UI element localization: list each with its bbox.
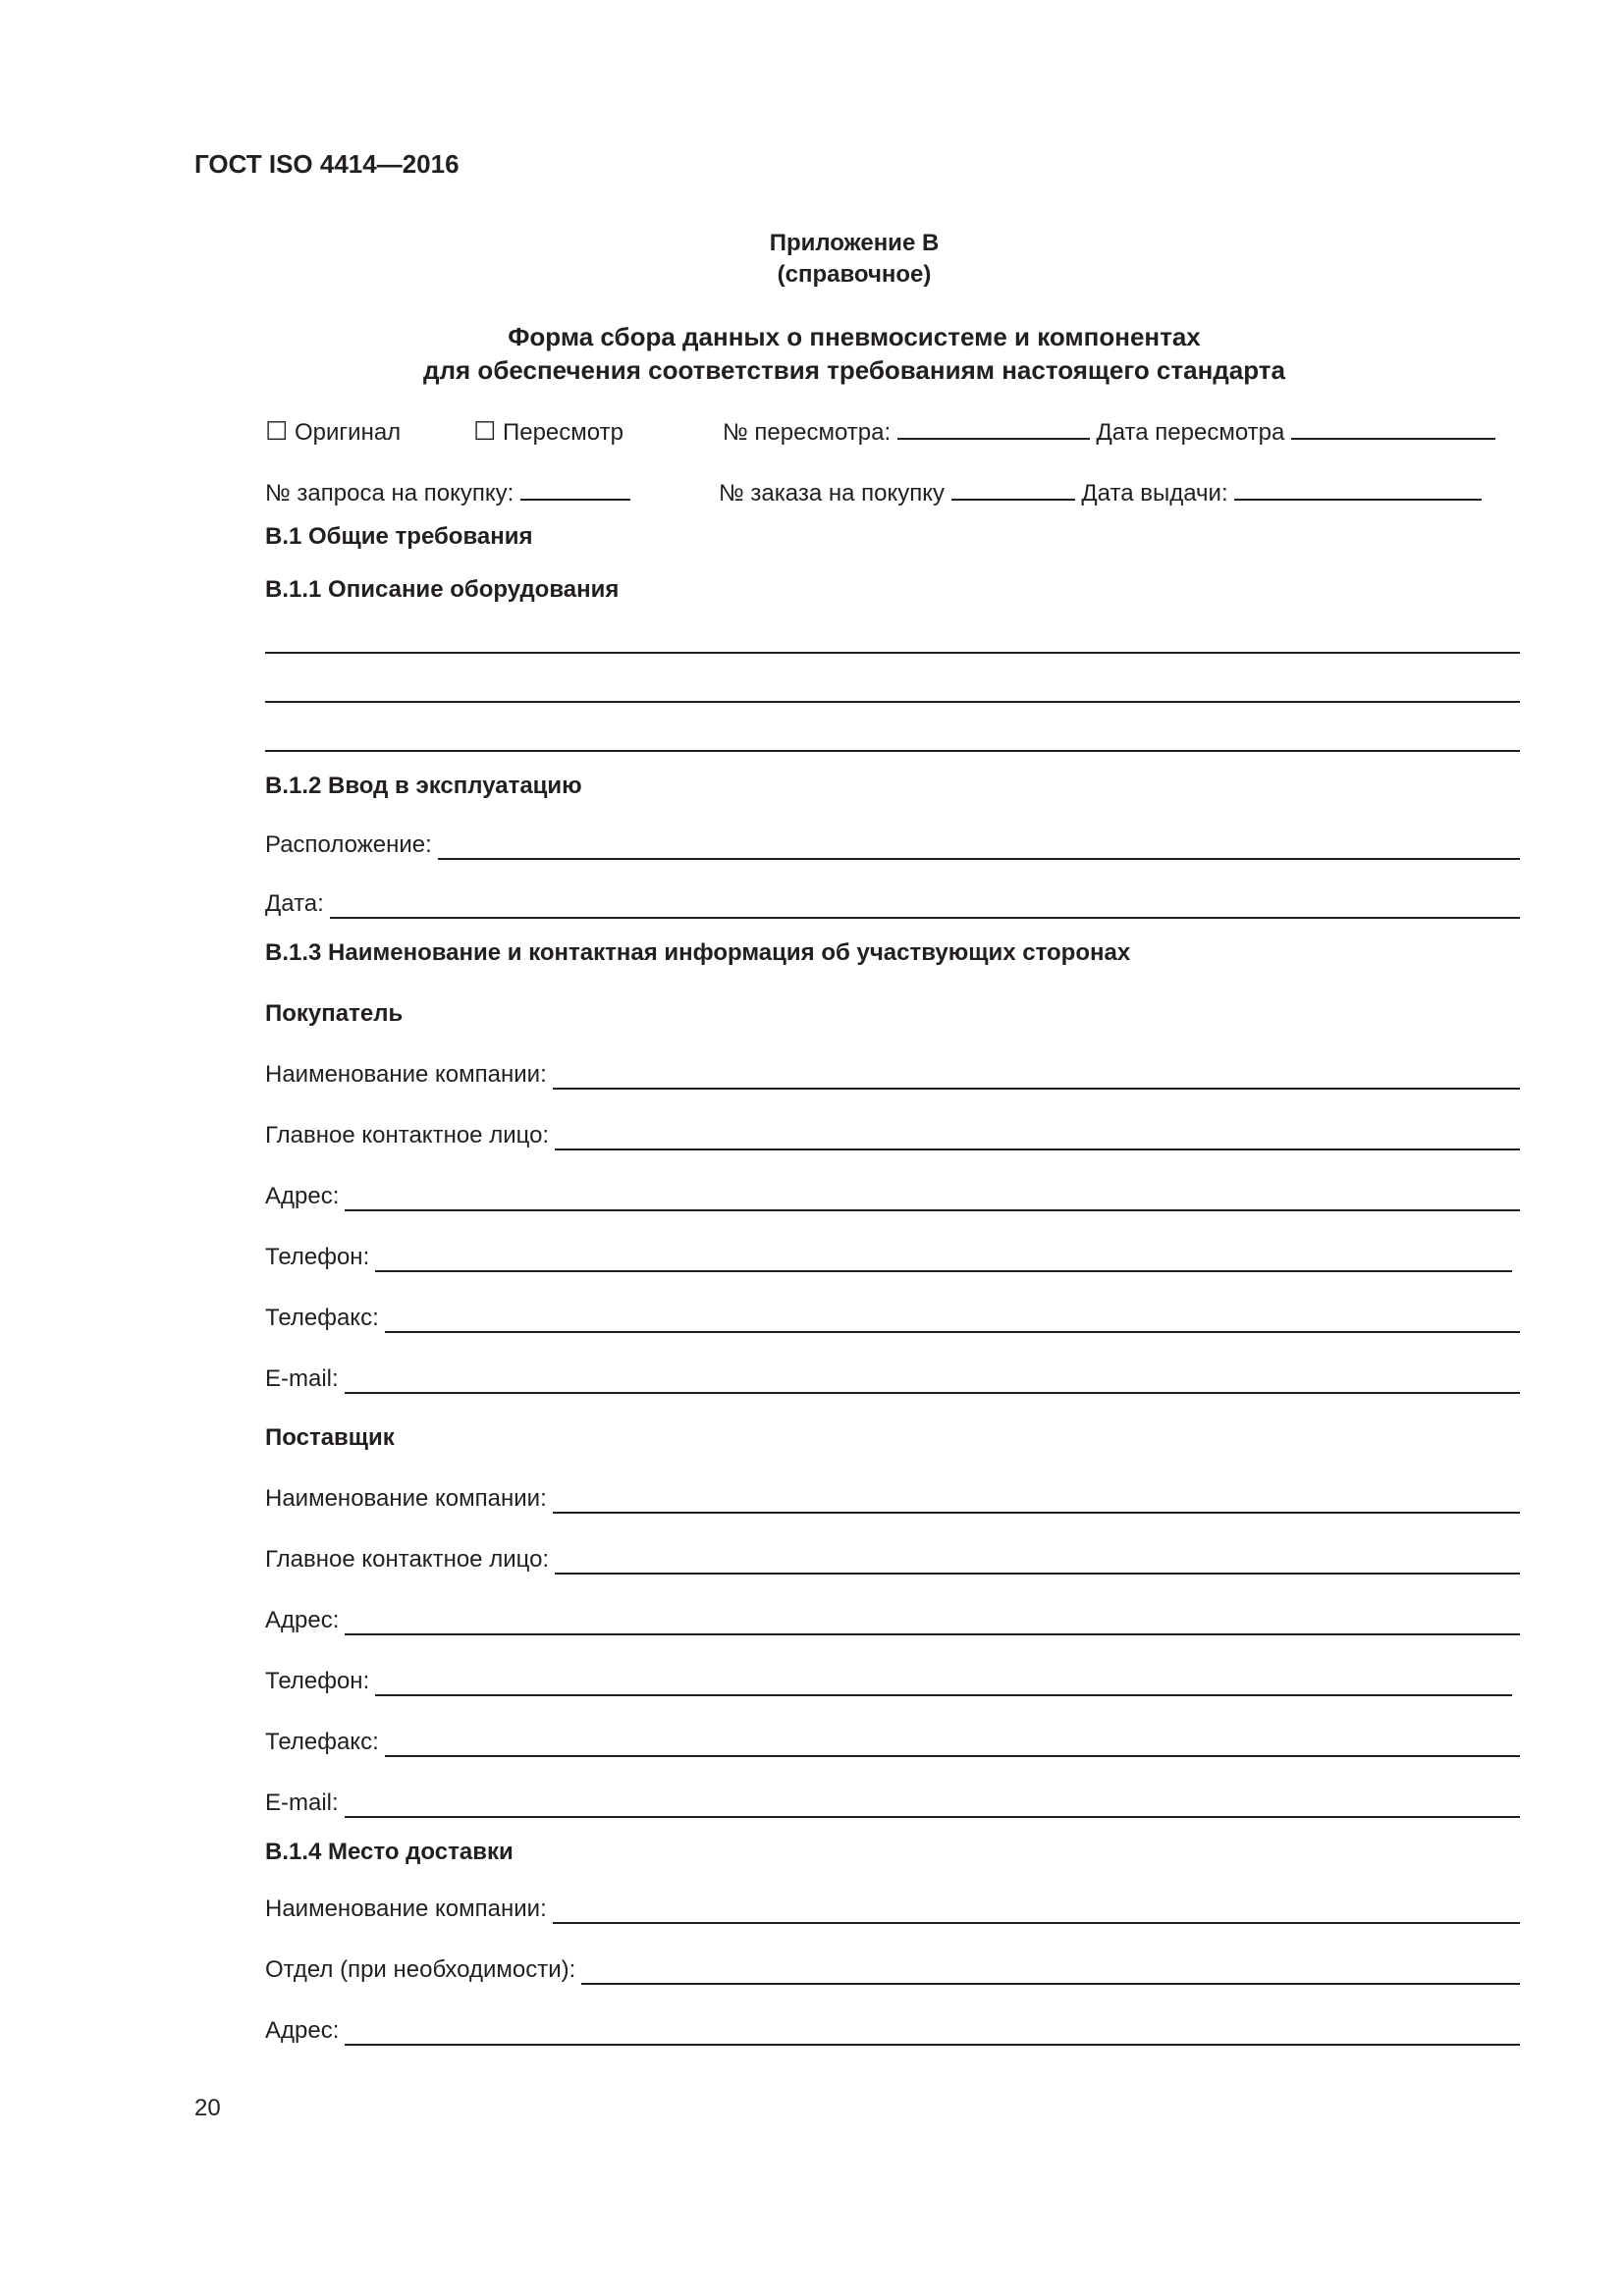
revision-label: Пересмотр: [502, 419, 623, 446]
delivery-company-label: Наименование компании:: [265, 1896, 547, 1922]
supplier-address-label: Адрес:: [265, 1607, 340, 1633]
delivery-company-line[interactable]: [553, 1896, 1520, 1924]
supplier-contact-line[interactable]: [555, 1547, 1520, 1575]
issue-date-line[interactable]: [1234, 477, 1482, 501]
supplier-address-line[interactable]: [345, 1608, 1520, 1635]
supplier-contact-field[interactable]: [265, 1541, 1520, 1575]
buyer-fax-field[interactable]: [265, 1300, 1520, 1333]
buyer-phone-label: Телефон:: [265, 1244, 370, 1270]
supplier-phone-line[interactable]: [375, 1669, 1512, 1696]
delivery-department-field[interactable]: [265, 1951, 1520, 1985]
document-code: ГОСТ ISO 4414—2016: [194, 149, 460, 179]
commissioning-location-label: Расположение:: [265, 831, 432, 858]
equipment-description-line-2[interactable]: [265, 701, 1520, 703]
delivery-company-field[interactable]: [265, 1891, 1520, 1924]
equipment-description-line-1[interactable]: [265, 652, 1520, 654]
annex-type: (справочное): [777, 261, 932, 288]
purchase-request-field[interactable]: [265, 477, 630, 508]
supplier-phone-field[interactable]: [265, 1663, 1512, 1696]
buyer-fax-line[interactable]: [385, 1306, 1520, 1333]
form-title-line-1: Форма сбора данных о пневмосистеме и компонентах: [508, 322, 1201, 351]
purchase-order-field[interactable]: [719, 477, 1482, 508]
delivery-department-label: Отдел (при необходимости):: [265, 1956, 576, 1983]
supplier-email-field[interactable]: [265, 1785, 1520, 1818]
form-title-line-2: для обеспечения соответствия требованиям настоящего стандарта: [423, 355, 1285, 385]
commissioning-date-label: Дата:: [265, 890, 324, 917]
original-checkbox[interactable]: [265, 416, 401, 448]
page-number: 20: [194, 2095, 221, 2121]
supplier-email-line[interactable]: [345, 1790, 1520, 1818]
delivery-address-label: Адрес:: [265, 2017, 340, 2044]
revision-date-label: Дата пересмотра: [1096, 419, 1285, 446]
buyer-contact-field[interactable]: [265, 1117, 1520, 1150]
delivery-address-line[interactable]: [345, 2018, 1520, 2046]
commissioning-location-line[interactable]: [438, 832, 1520, 860]
commissioning-date-line[interactable]: [330, 891, 1520, 919]
purchase-request-label: № запроса на покупку:: [265, 480, 514, 507]
buyer-fax-label: Телефакс:: [265, 1305, 379, 1331]
section-b1-2-heading: В.1.2 Ввод в эксплуатацию: [265, 773, 582, 799]
supplier-fax-label: Телефакс:: [265, 1729, 379, 1755]
buyer-address-line[interactable]: [345, 1184, 1520, 1211]
buyer-company-label: Наименование компании:: [265, 1061, 547, 1088]
buyer-phone-line[interactable]: [375, 1245, 1512, 1272]
supplier-address-field[interactable]: [265, 1602, 1520, 1635]
supplier-heading: Поставщик: [265, 1424, 395, 1451]
buyer-address-label: Адрес:: [265, 1183, 340, 1209]
supplier-company-label: Наименование компании:: [265, 1485, 547, 1512]
buyer-contact-line[interactable]: [555, 1123, 1520, 1150]
supplier-company-line[interactable]: [553, 1486, 1520, 1514]
form-title: [0, 320, 1624, 387]
supplier-contact-label: Главное контактное лицо:: [265, 1546, 550, 1573]
buyer-email-field[interactable]: [265, 1361, 1520, 1394]
buyer-company-field[interactable]: [265, 1056, 1520, 1090]
buyer-email-label: E-mail:: [265, 1365, 339, 1392]
delivery-address-field[interactable]: [265, 2012, 1520, 2046]
revision-number-line[interactable]: [897, 416, 1090, 440]
purchase-order-line[interactable]: [951, 477, 1075, 501]
purchase-order-label: № заказа на покупку: [719, 480, 946, 507]
original-label: Оригинал: [294, 419, 402, 446]
buyer-phone-field[interactable]: [265, 1239, 1512, 1272]
checkbox-icon: ☐: [473, 416, 497, 446]
buyer-heading: Покупатель: [265, 1000, 404, 1027]
section-b1-3-heading: В.1.3 Наименование и контактная информация об участвующих сторонах: [265, 939, 1131, 966]
commissioning-location-field[interactable]: [265, 827, 1520, 860]
buyer-email-line[interactable]: [345, 1366, 1520, 1394]
supplier-email-label: E-mail:: [265, 1789, 339, 1816]
supplier-fax-line[interactable]: [385, 1730, 1520, 1757]
annex-heading: [0, 228, 1624, 291]
supplier-company-field[interactable]: [265, 1480, 1520, 1514]
checkbox-icon: ☐: [265, 416, 289, 446]
supplier-fax-field[interactable]: [265, 1724, 1520, 1757]
revision-number-field[interactable]: [723, 416, 1495, 448]
annex-title: Приложение В: [769, 230, 940, 256]
revision-number-label: № пересмотра:: [723, 419, 892, 446]
section-b1-heading: В.1 Общие требования: [265, 523, 533, 550]
buyer-company-line[interactable]: [553, 1062, 1520, 1090]
issue-date-label: Дата выдачи:: [1081, 480, 1228, 507]
section-b1-4-heading: В.1.4 Место доставки: [265, 1839, 514, 1865]
buyer-contact-label: Главное контактное лицо:: [265, 1122, 550, 1148]
revision-checkbox[interactable]: [473, 416, 623, 448]
supplier-phone-label: Телефон:: [265, 1668, 370, 1694]
equipment-description-line-3[interactable]: [265, 750, 1520, 752]
delivery-department-line[interactable]: [581, 1957, 1520, 1985]
buyer-address-field[interactable]: [265, 1178, 1520, 1211]
commissioning-date-field[interactable]: [265, 885, 1520, 919]
revision-date-line[interactable]: [1291, 416, 1495, 440]
section-b1-1-heading: В.1.1 Описание оборудования: [265, 576, 620, 603]
purchase-request-line[interactable]: [520, 477, 630, 501]
